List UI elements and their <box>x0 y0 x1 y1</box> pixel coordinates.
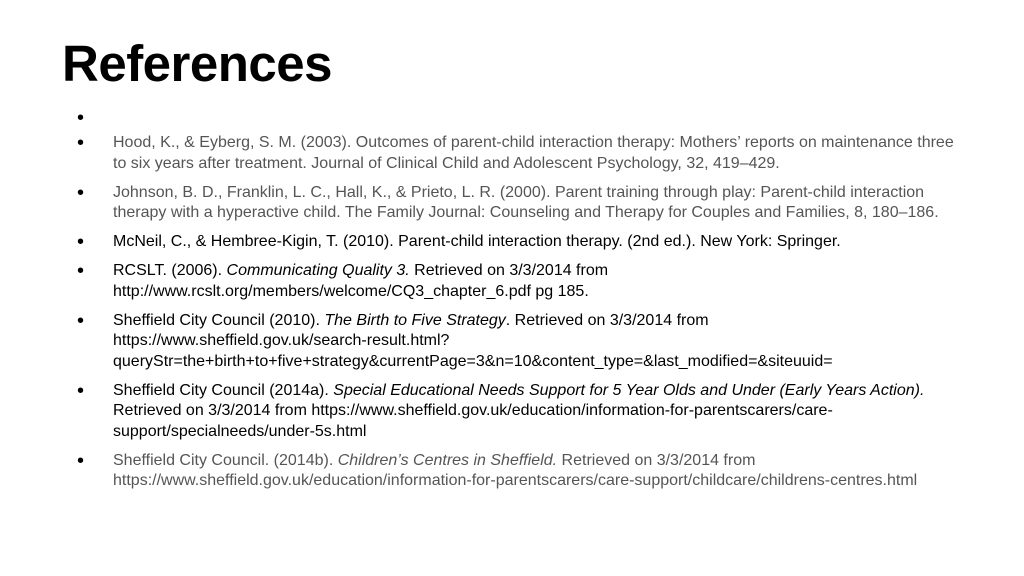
reference-text-pre: Sheffield City Council. (2014b). <box>113 451 338 469</box>
reference-list <box>0 108 1024 492</box>
reference-rcslt-2006 <box>0 261 1024 302</box>
bullet-icon: • <box>77 132 85 154</box>
reference-text-post: Retrieved on 3/3/2014 from https://www.sheffield.gov.uk/education/information-for-parentscarers/care-support/childcare/childrens-centres.html <box>113 451 918 489</box>
reference-mcneil-2010 <box>0 232 1024 253</box>
page-title: References <box>62 35 332 92</box>
reference-text-pre: RCSLT. (2006). <box>113 262 227 279</box>
bullet-icon: • <box>77 309 85 332</box>
reference-sheffield-2014a <box>0 381 1024 443</box>
bullet-icon: • <box>77 181 85 204</box>
reference-text-pre: Sheffield City Council (2014a). <box>113 381 334 399</box>
reference-title-italic: Communicating Quality 3. <box>226 262 410 279</box>
list-item-empty <box>0 108 1024 133</box>
bullet-icon: • <box>77 231 85 253</box>
bullet-icon: • <box>77 449 85 472</box>
reference-text: McNeil, C., & Hembree-Kigin, T. (2010). Parent-child interaction therapy. (2nd ed.). New York: Springer. <box>113 233 841 250</box>
reference-sheffield-2010 <box>0 311 1024 373</box>
reference-johnson-2000 <box>0 183 1024 224</box>
bullet-icon: • <box>77 260 85 282</box>
bullet-icon: • <box>77 107 85 129</box>
reference-title-italic: Special Educational Needs Support for 5 Year Olds and Under (Early Years Action). <box>333 381 925 399</box>
reference-text-post: Retrieved on 3/3/2014 from https://www.sheffield.gov.uk/education/information-for-parentscarers/care-support/specialneeds/under-5s.html <box>113 402 833 440</box>
reference-text: Hood, K., & Eyberg, S. M. (2003). Outcomes of parent-child interaction therapy: Mothers’ reports on maintenance three to six years after treatment. Journal of Clinical Child and Adolescent Psychology, 32, 419–429. <box>113 134 954 172</box>
reference-title-italic: The Birth to Five Strategy <box>324 311 506 329</box>
reference-hood-2003 <box>0 133 1024 174</box>
reference-title-italic: Children’s Centres in Sheffield. <box>337 451 558 469</box>
reference-text-post: . Retrieved on 3/3/2014 from https://www.sheffield.gov.uk/search-result.html?queryStr=the+birth+to+five+strategy&currentPage=3&n=10&content_type=&last_modified=&siteuuid= <box>113 311 833 370</box>
reference-text-pre: Sheffield City Council (2010). <box>113 311 325 329</box>
reference-sheffield-2014b <box>0 451 1024 492</box>
bullet-icon: • <box>77 379 85 402</box>
reference-text: Johnson, B. D., Franklin, L. C., Hall, K., & Prieto, L. R. (2000). Parent training through play: Parent-child interaction therapy with a hyperactive child. The Family Journal: Counseling and Therapy for Couples and Families, 8, 180–186. <box>113 183 939 221</box>
reference-text-post: Retrieved on 3/3/2014 from http://www.rcslt.org/members/welcome/CQ3_chapter_6.pdf pg 185. <box>113 262 609 300</box>
